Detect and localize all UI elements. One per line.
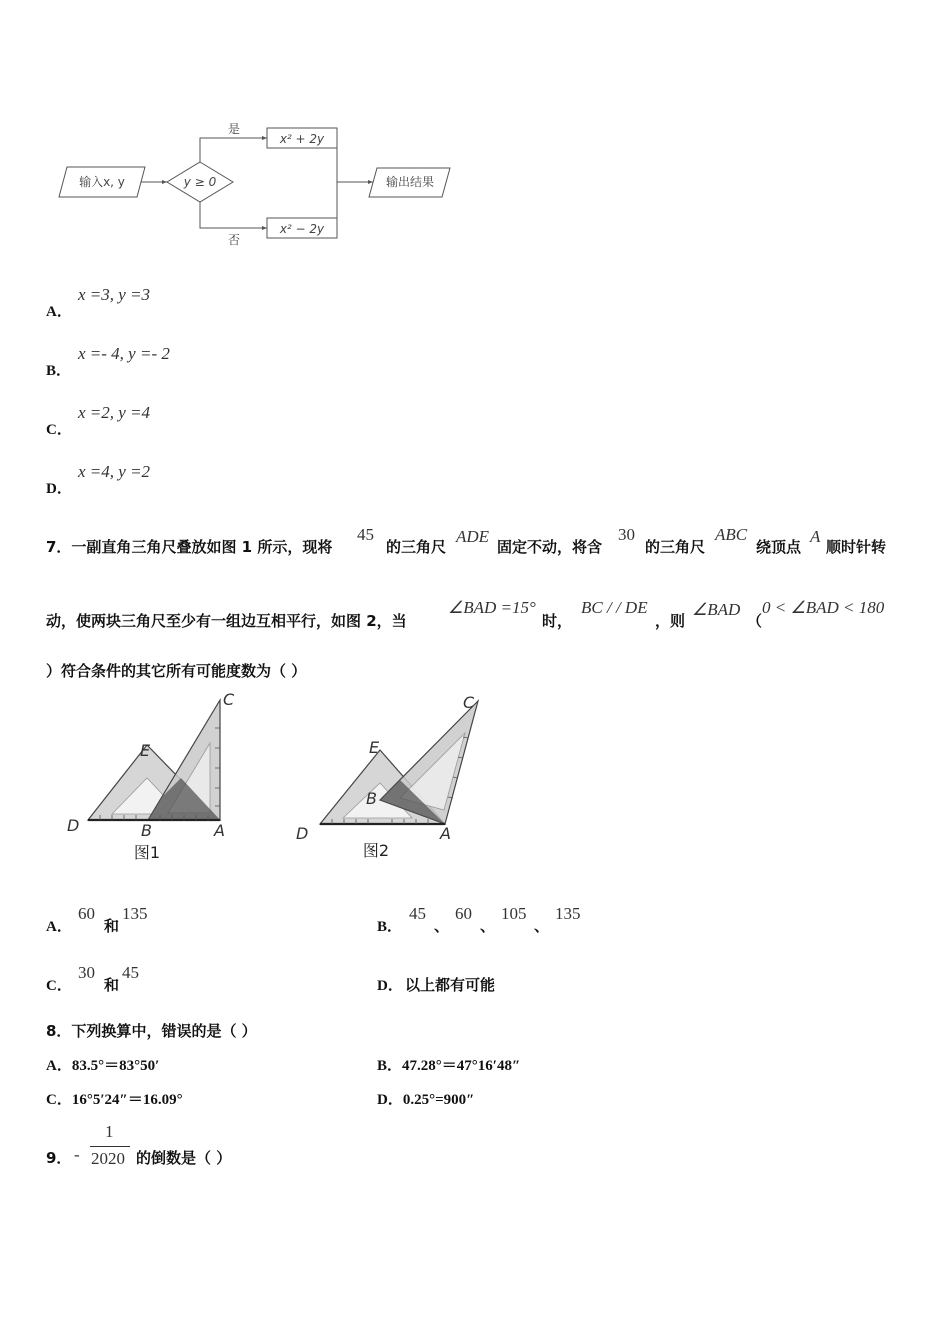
q7-math-45: 45 — [357, 525, 374, 544]
fig2-label-b: B — [366, 789, 377, 808]
q6-option-d-label: D． — [46, 481, 72, 497]
q7-text-5: 绕顶点 — [756, 538, 802, 556]
fig1-label-d: D — [67, 816, 80, 835]
flow-condition: y ≥ 0 — [183, 175, 217, 189]
fig2-label-a: A — [440, 824, 451, 843]
q7-text-9: ，则 — [655, 612, 686, 630]
q8-option-d: D．0.25°=900″ — [377, 1092, 475, 1108]
q7-text-8: 时， — [542, 612, 573, 630]
q7-option-b-label: B． — [377, 919, 403, 935]
fig1-label-a: A — [214, 821, 225, 840]
q6-option-b-label: B． — [46, 363, 72, 379]
fig1-label-c: C — [223, 690, 235, 709]
fig2-caption: 图2 — [362, 841, 390, 860]
q7-option-b-sep-3: 、 — [534, 917, 550, 935]
q7-text-4: 的三角尺 — [645, 538, 706, 556]
q6-option-c-text: x =2, y =4 — [78, 403, 151, 422]
q7-option-c-label: C． — [46, 978, 72, 994]
q7-option-a-and: 和 — [104, 917, 120, 935]
flow-input: 输入x, y — [79, 175, 125, 189]
q7-text-6: 顺时针转 — [826, 538, 887, 556]
q7-text-10: （ — [747, 612, 763, 630]
q7-option-b-sep-1: 、 — [434, 917, 450, 935]
fig1-caption: 图1 — [133, 843, 161, 862]
q7-option-d-text: 以上都有可能 — [405, 976, 496, 994]
q7-math-bc-de: BC / / DE — [581, 598, 648, 617]
flowchart — [50, 105, 470, 255]
q7-math-30: 30 — [618, 525, 635, 544]
q8-stem: 8．下列换算中，错误的是（ ） — [46, 1022, 257, 1040]
q7-math-a: A — [810, 527, 821, 546]
fig2-label-e: E — [369, 738, 380, 757]
q7-math-range: 0 < ∠BAD < 180 — [762, 598, 885, 617]
q9-minus: - — [74, 1145, 80, 1164]
q7-text-1: 7．一副直角三角尺叠放如图 1 所示，现将 — [46, 538, 333, 556]
flow-no: 否 — [227, 233, 241, 247]
q7-math-bad-15: ∠BAD =15° — [448, 598, 536, 617]
q7-option-a-label: A． — [46, 919, 72, 935]
figure-2 — [296, 693, 478, 860]
figure-1 — [67, 690, 235, 862]
q8-option-c: C．16°5′24″＝16.09° — [46, 1092, 183, 1108]
q9-fraction-bar — [90, 1146, 130, 1147]
q9-numerator: 1 — [105, 1122, 114, 1141]
q7-option-c-and: 和 — [104, 976, 120, 994]
q7-math-ade: ADE — [456, 527, 490, 546]
q7-option-c-value-2: 45 — [122, 963, 139, 982]
q7-option-b-value-2: 60 — [455, 904, 472, 923]
q6-option-a-text: x =3, y =3 — [78, 285, 151, 304]
q7-math-bad: ∠BAD — [692, 600, 741, 619]
q7-option-c-value-1: 30 — [78, 963, 95, 982]
q7-figures — [60, 688, 500, 868]
q6-option-a-label: A． — [46, 304, 72, 320]
q8-option-b: B．47.28°＝47°16′48″ — [377, 1058, 521, 1074]
flow-box-yes: x² + 2y — [279, 132, 325, 146]
q7-option-b-value-3: 105 — [501, 904, 527, 923]
q6-option-b-text: x =- 4, y =- 2 — [78, 344, 170, 363]
flow-yes: 是 — [227, 122, 241, 136]
q6-option-d-text: x =4, y =2 — [78, 462, 151, 481]
q7-option-a-value-1: 60 — [78, 904, 95, 923]
q7-option-d-label: D． — [377, 978, 403, 994]
q7-text-11: ）符合条件的其它所有可能度数为（ ） — [46, 662, 307, 680]
fig2-label-c: C — [463, 693, 475, 712]
q7-math-abc: ABC — [715, 525, 748, 544]
fig1-label-b: B — [141, 821, 152, 840]
flow-box-no: x² − 2y — [279, 222, 325, 236]
fig2-label-d: D — [296, 824, 309, 843]
q7-option-b-value-1: 45 — [409, 904, 426, 923]
q7-text-3: 固定不动，将含 — [497, 538, 603, 556]
q7-text-2: 的三角尺 — [386, 538, 447, 556]
q9-denominator: 2020 — [91, 1149, 125, 1168]
q8-option-a: A．83.5°＝83°50′ — [46, 1058, 160, 1074]
q7-text-7: 动，使两块三角尺至少有一组边互相平行，如图 2，当 — [46, 612, 407, 630]
q7-option-b-sep-2: 、 — [480, 917, 496, 935]
fig1-label-e: E — [140, 741, 151, 760]
flow-output: 输出结果 — [385, 175, 435, 189]
q9-stem: 的倒数是（ ） — [136, 1149, 232, 1167]
q7-option-a-value-2: 135 — [122, 904, 148, 923]
q9-number: 9． — [46, 1149, 72, 1167]
q6-option-c-label: C． — [46, 422, 72, 438]
q7-option-b-value-4: 135 — [555, 904, 581, 923]
